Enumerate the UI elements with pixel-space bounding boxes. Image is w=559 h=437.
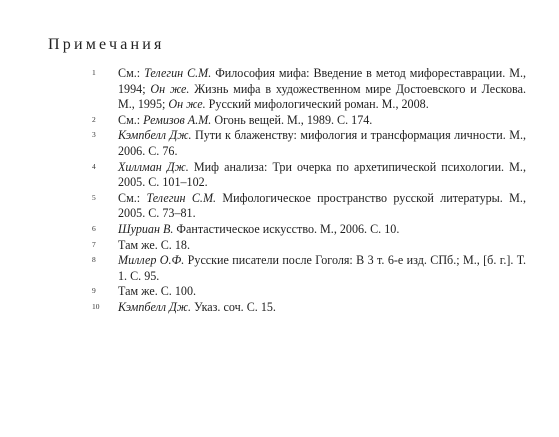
note-number: 8 — [92, 255, 96, 265]
note-item — [92, 238, 526, 254]
note-number: 5 — [92, 192, 96, 202]
note-text — [118, 284, 196, 298]
note-author: Кэмпбелл Дж. — [118, 299, 192, 314]
note-number: 1 — [92, 68, 96, 77]
note-item — [92, 160, 526, 191]
note-author: Хиллман Дж. — [118, 159, 189, 174]
note-number: 3 — [92, 130, 96, 140]
note-number: 10 — [92, 301, 100, 311]
note-segment: Миф анализа: Три очерка по архетипической психологии. М., 2005. С. 101–102. — [118, 159, 526, 190]
note-text — [118, 128, 526, 158]
note-item — [92, 113, 526, 129]
note-author: Кэмпбелл Дж. — [118, 128, 192, 143]
note-segment: Указ. соч. С. 15. — [191, 299, 276, 314]
note-segment: См.: — [118, 190, 147, 205]
note-author: Он же. — [168, 97, 206, 112]
note-author: Миллер О.Ф. — [118, 253, 185, 268]
note-text — [118, 66, 526, 111]
note-text — [118, 238, 190, 252]
note-segment: Там же. С. 100. — [118, 284, 197, 299]
page-title: Примечания — [48, 36, 165, 53]
note-author: Ремизов А.М. — [143, 112, 212, 127]
note-item — [92, 66, 526, 113]
note-segment: См.: — [118, 66, 145, 80]
note-number: 6 — [92, 223, 96, 233]
note-item — [92, 191, 526, 222]
note-item — [92, 128, 526, 159]
note-text — [118, 160, 526, 190]
note-number: 7 — [92, 239, 96, 249]
note-item — [92, 300, 526, 316]
note-segment: См.: — [118, 112, 144, 127]
note-number: 2 — [92, 114, 96, 124]
notes-list — [92, 66, 526, 316]
note-text — [118, 113, 372, 127]
note-segment: Пути к блаженству: мифология и трансформация личности. М., 2006. С. 76. — [118, 128, 526, 158]
note-segment: Мифологическое пространство русской литературы. М., 2005. С. 73–81. — [118, 190, 526, 221]
note-number: 9 — [92, 286, 96, 296]
note-segment: Жизнь мифа в художественном мире Достоевского и Лескова. М., 1995; — [118, 81, 526, 112]
note-segment: Философия мифа: Введение в метод мифореставрации. М., 1994; — [118, 66, 526, 96]
note-segment: Огонь вещей. М., 1989. С. 174. — [211, 112, 373, 127]
note-text — [118, 222, 399, 236]
note-author: Телегин С.М. — [144, 66, 212, 80]
note-segment: Русские писатели после Гоголя: В 3 т. 6-е изд. СПб.; М., [б. г.]. Т. 1. С. 95. — [118, 253, 526, 283]
note-segment: Русский мифологический роман. М., 2008. — [205, 97, 429, 112]
note-text — [118, 300, 276, 314]
note-item — [92, 222, 526, 238]
note-item — [92, 284, 526, 300]
note-segment: Там же. С. 18. — [118, 237, 190, 252]
note-author: Он же. — [150, 81, 190, 96]
note-author: Телегин С.М. — [146, 190, 217, 205]
note-item — [92, 253, 526, 284]
note-text — [118, 191, 526, 221]
note-number: 4 — [92, 161, 96, 171]
note-author: Шуриан В. — [118, 221, 174, 236]
note-text — [118, 253, 526, 283]
note-segment: Фантастическое искусство. М., 2006. С. 10. — [173, 221, 400, 236]
